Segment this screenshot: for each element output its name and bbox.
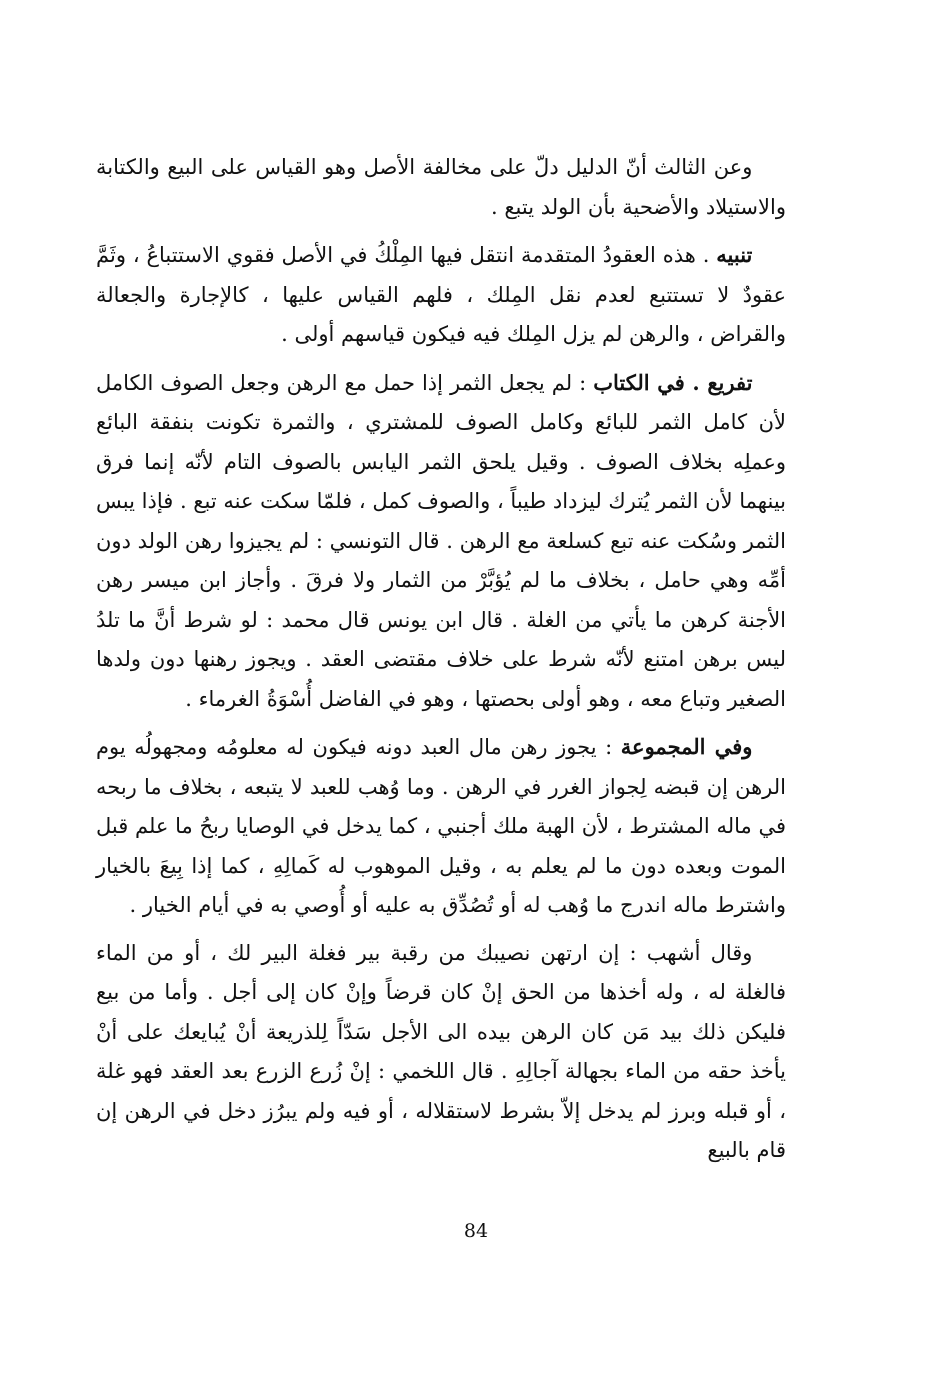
- paragraph-lead: وفي المجموعة: [620, 734, 753, 759]
- paragraph-lead: تنبيه: [716, 242, 753, 267]
- page-number: 84: [463, 1220, 489, 1242]
- paragraph-text: . هذه العقودُ المتقدمة انتقل فيها المِلْكُ في الأصل فقوي الاستتباعُ ، وثَمَّ عقودٌ لا تستتبع لعدم نقل المِلك ، فلهم القياس عليها ، كالإجارة والجعالة والقراض ، والرهن لم يزل المِلك فيه فيكون قياسهم أولى .: [96, 243, 786, 346]
- paragraph-text: وعن الثالث أنّ الدليل دلّ على مخالفة الأصل وهو القياس على البيع والكتابة والاستيلاد والأضحية بأن الولد يتبع .: [96, 155, 786, 219]
- paragraph: [96, 727, 786, 926]
- paragraph-text: : يجوز رهن مال العبد دونه فيكون له معلومُه ومجهولُه يوم الرهن إن قبضه لِجواز الغرر في الرهن . وما وُهب للعبد لا يتبعه ، بخلاف ما ربحه في ماله المشترط ، لأن الهبة ملك أجنبي ، كما يدخل في الوصايا ربحُ ما علم قبل الموت وبعده دون ما لم يعلم به ، وقيل الموهوب له كَمالِهِ ، كما إذا بِيعَ بالخيار واشترط ماله اندرج ما وُهب له أو تُصُدِّق به عليه أو أُوصي به في أيام الخيار .: [96, 735, 786, 917]
- paragraph-text: وقال أشهب : إن ارتهن نصيبك من رقبة بير فغلة البير لك ، أو من الماء فالغلة له ، وله أخذها من الحق إنْ كان قرضاً وإنْ كان إلى أجل . وأما من بيع فليكن ذلك بيد مَن كان الرهن بيده الى الأجل سَدّاً لِلذريعة أنْ يُبايعك على أنْ يأخذ حقه من الماء بجهالة آجالِهِ . قال اللخمي : إنْ زُرع الزرع بعد العقد فهو غلة ، أو قبله وبرز لم يدخل إلاّ بشرط لاستقلاله ، أو فيه ولم يبرُز دخل في الرهن إن قام بالبيع: [96, 940, 786, 1162]
- paragraph: [96, 363, 786, 720]
- body-text: [96, 148, 786, 1179]
- paragraph: [96, 148, 786, 227]
- paragraph: [96, 235, 786, 355]
- paragraph-lead: تفريع . في الكتاب: [593, 369, 753, 395]
- paragraph-text: : لم يجعل الثمر إذا حمل مع الرهن وجعل الصوف الكامل لأن كامل الثمر للبائع وكامل الصوف للمشتري ، والثمرة تكونت بنفقة البائع وعملِه بخلاف الصوف . وقيل يلحق الثمر اليابس بالصوف التام لأنّه إنما فرق بينهما لأن الثمر يُترك ليزداد طيباً ، والصوف كمل ، فلمّا سكت عنه تبع . فإذا يبس الثمر وسُكت عنه تبع كسلعة مع الرهن . قال التونسي : لم يجيزوا رهن الولد دون أمِّه وهي حامل ، بخلاف ما لم يُؤبَّرْ من الثمار ولا فرقَ . وأجاز ابن ميسر رهن الأجنة كرهن ما يأتي من الغلة . قال ابن يونس قال محمد : لو شرط أنَّ ما تلدُ ليس برهن امتنع لأنّه شرط على خلاف مقتضى العقد . ويجوز رهنها دون ولدها الصغير وتباع معه ، وهو أولى بحصتها ، وهو في الفاضل أُسْوَةُ الغرماء .: [96, 370, 786, 711]
- paragraph: [96, 934, 786, 1171]
